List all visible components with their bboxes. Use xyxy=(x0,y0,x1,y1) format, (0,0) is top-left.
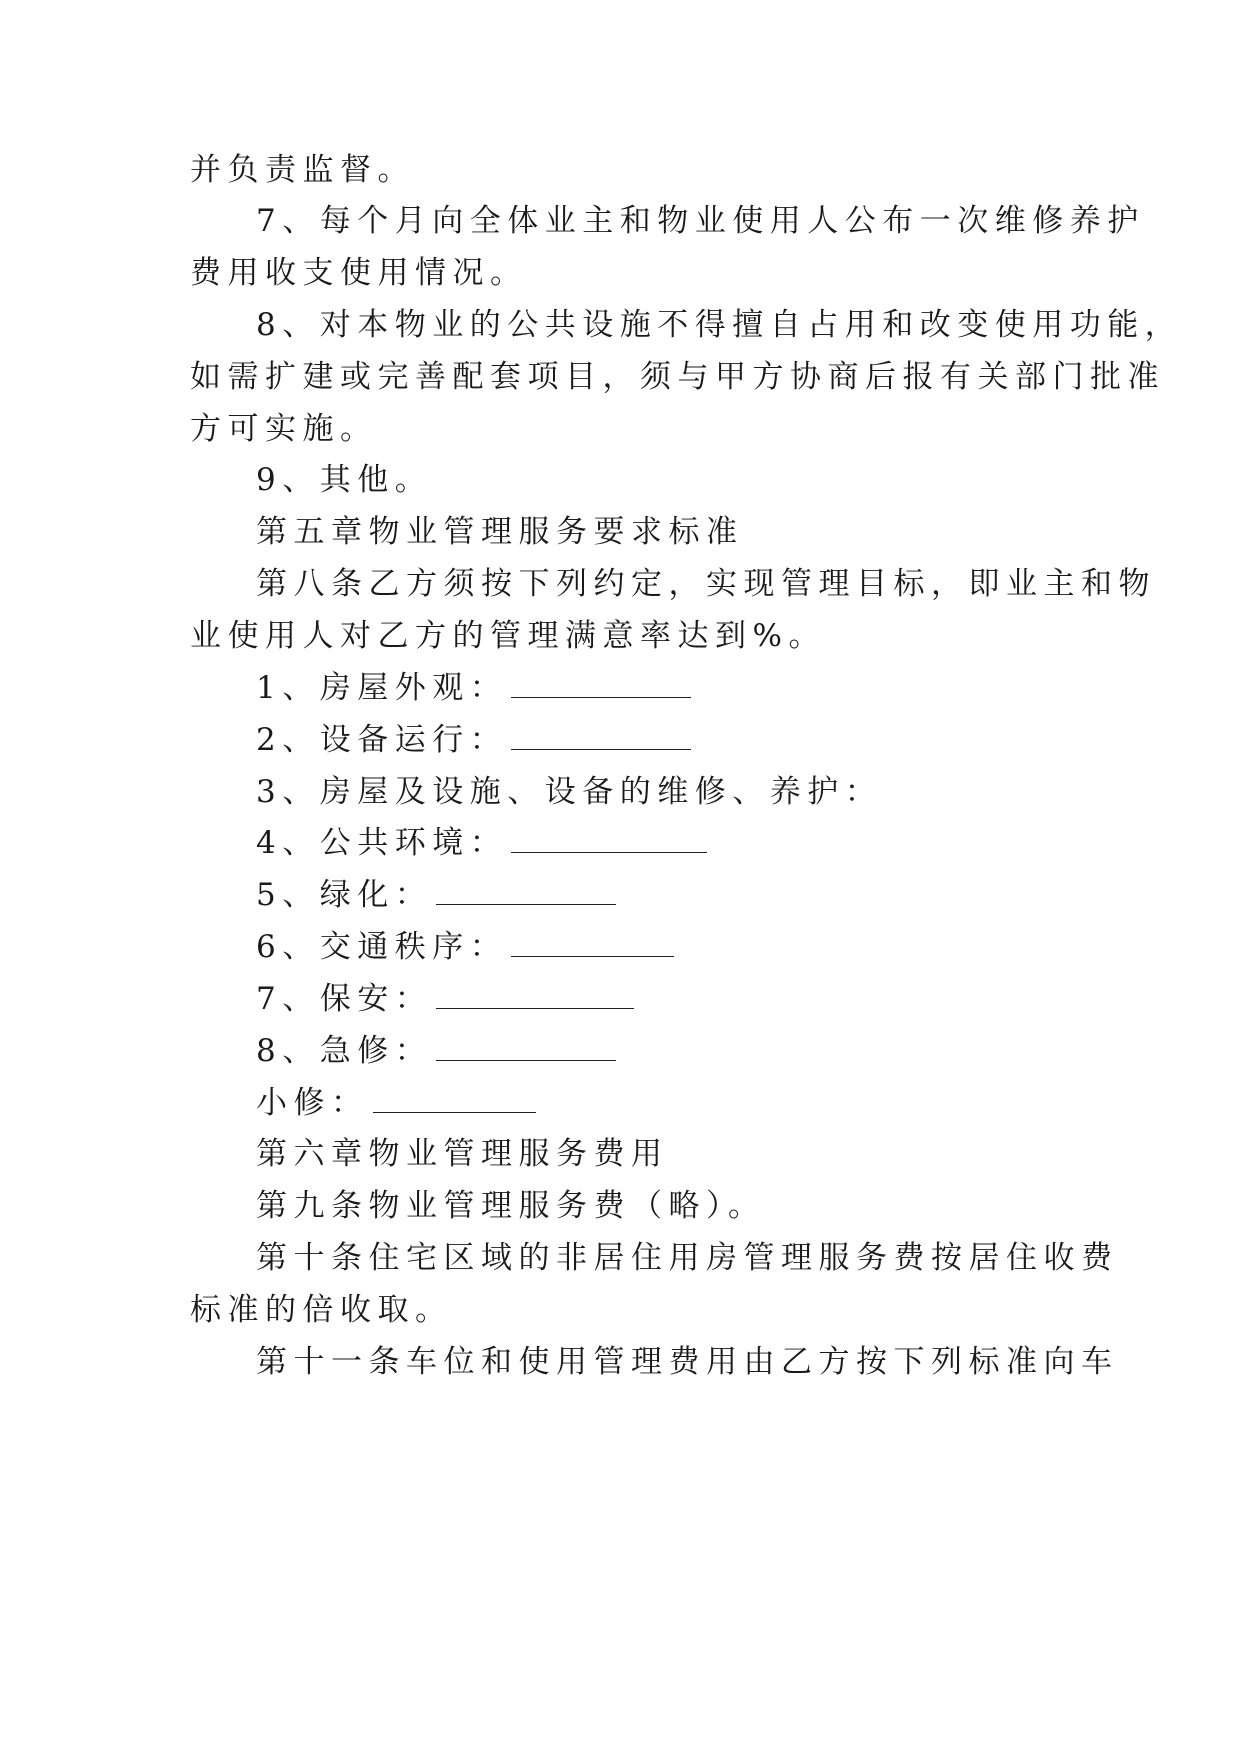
fill-in-blank xyxy=(436,984,634,1009)
form-item-label: 4、公共环境： xyxy=(256,825,508,861)
text-line: 第八条乙方须按下列约定，实现管理目标，即业主和物 xyxy=(256,566,1156,602)
form-item xyxy=(256,1031,616,1071)
text-line: 费用收支使用情况。 xyxy=(190,255,528,291)
form-item-label: 1、房屋外观： xyxy=(256,670,508,706)
fill-in-blank xyxy=(436,880,616,905)
fill-in-blank xyxy=(511,932,674,957)
form-item xyxy=(256,720,691,760)
fill-in-blank xyxy=(511,725,691,750)
text-line: 方可实施。 xyxy=(190,411,378,447)
text-line: 业使用人对乙方的管理满意率达到%。 xyxy=(190,618,826,654)
fill-in-blank xyxy=(511,828,707,853)
text-line: 7、每个月向全体业主和物业使用人公布一次维修养护 xyxy=(256,203,1145,239)
form-item xyxy=(256,772,882,812)
text-line: 9、其他。 xyxy=(256,462,433,498)
form-item-label: 2、设备运行： xyxy=(256,722,508,758)
text-line: 8、对本物业的公共设施不得擅自占用和改变使用功能， xyxy=(256,307,1183,343)
fill-in-blank xyxy=(511,673,691,698)
text-line: 标准的倍收取。 xyxy=(190,1292,453,1328)
form-item-label: 3、房屋及设施、设备的维修、养护： xyxy=(256,774,883,810)
chapter-heading: 第五章物业管理服务要求标准 xyxy=(256,514,744,550)
text-line: 如需扩建或完善配套项目，须与甲方协商后报有关部门批准 xyxy=(190,359,1165,395)
form-item xyxy=(256,927,674,967)
form-item-label: 5、绿化： xyxy=(256,877,433,913)
form-item-label: 8、急修： xyxy=(256,1033,433,1069)
text-line: 并负责监督。 xyxy=(190,152,415,188)
form-item xyxy=(256,875,616,915)
form-item xyxy=(256,668,691,708)
fill-in-blank xyxy=(373,1088,536,1113)
chapter-heading: 第六章物业管理服务费用 xyxy=(256,1136,669,1172)
form-item-label: 6、交通秩序： xyxy=(256,929,508,965)
fill-in-blank xyxy=(436,1036,616,1061)
form-item-label: 7、保安： xyxy=(256,981,433,1017)
form-item xyxy=(256,979,634,1019)
form-item xyxy=(256,823,707,863)
form-item xyxy=(256,1083,536,1123)
text-line: 第十条住宅区域的非居住用房管理服务费按居住收费 xyxy=(256,1240,1119,1276)
text-line: 第九条物业管理服务费（略）。 xyxy=(256,1188,766,1224)
text-line: 第十一条车位和使用管理费用由乙方按下列标准向车 xyxy=(256,1344,1119,1380)
form-item-label: 小修： xyxy=(256,1085,369,1121)
